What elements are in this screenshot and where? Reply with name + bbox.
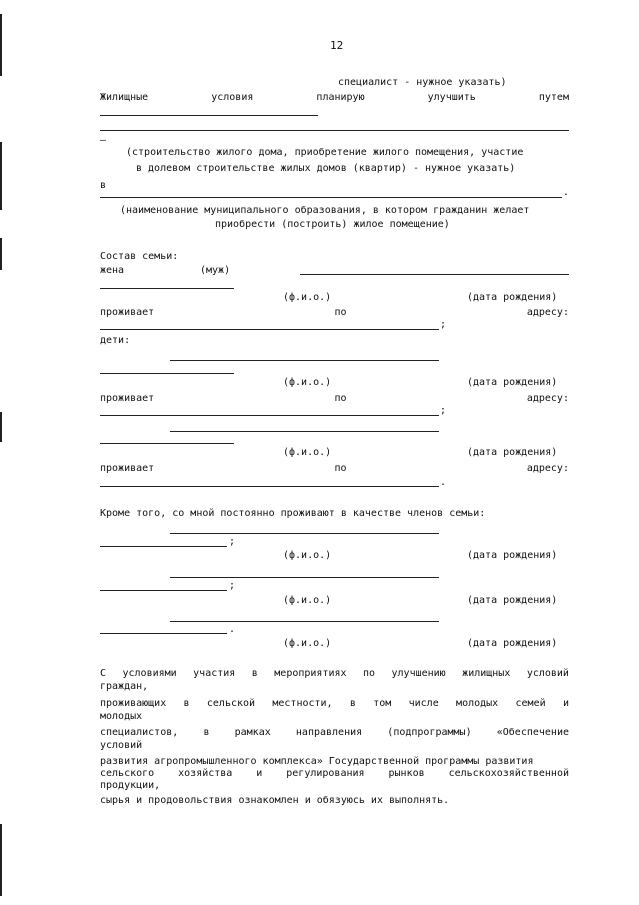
member2-birthdate-caption: (дата рождения) [467, 595, 558, 606]
child1-address-field[interactable] [100, 415, 439, 416]
child1-fio-caption: (ф.и.о.) [283, 377, 332, 388]
margin-binding-mark [0, 412, 2, 442]
child2-birthdate-field[interactable] [100, 443, 234, 444]
member3-birthdate-caption: (дата рождения) [467, 638, 558, 649]
child2-lives-row: проживает по адресу: [100, 463, 569, 474]
child1-lives-row: проживает по адресу: [100, 393, 569, 404]
spouse-birthdate-caption: (дата рождения) [467, 292, 558, 303]
member1-fio-caption: (ф.и.о.) [283, 550, 332, 561]
margin-binding-mark [0, 824, 2, 896]
children-label: дети: [100, 335, 131, 346]
page-number: 12 [330, 39, 344, 52]
conditions-line-5-tail: продукции, [100, 780, 161, 791]
member3-period: . [229, 624, 236, 635]
member1-birthdate-caption: (дата рождения) [467, 550, 558, 561]
member3-name-field[interactable] [170, 621, 439, 622]
spouse-address-field[interactable] [100, 329, 439, 330]
conditions-line-1-tail: граждан, [100, 681, 149, 692]
municipality-period: . [563, 187, 570, 198]
caption-construction-1: (строительство жилого дома, приобретение жилого помещения, участие [126, 147, 524, 158]
conditions-line-3-tail: условий [100, 740, 143, 751]
spouse-name-field[interactable] [300, 274, 569, 275]
margin-binding-mark [0, 238, 2, 270]
member1-name-field[interactable] [170, 533, 439, 534]
member3-fio-caption: (ф.и.о.) [283, 638, 332, 649]
specialist-line: специалист - нужное указать) [338, 77, 507, 88]
spouse-wife-label: жена [100, 265, 125, 276]
member2-semicolon: ; [229, 580, 236, 591]
family-heading: Состав семьи: [100, 251, 179, 262]
member1-semicolon: ; [229, 536, 236, 547]
child2-birthdate-caption: (дата рождения) [467, 447, 558, 458]
municipality-field[interactable] [100, 197, 562, 198]
other-members-text: Кроме того, со мной постоянно проживают в качестве членов семьи: [100, 508, 486, 519]
method-field-continued[interactable] [100, 130, 569, 131]
child1-birthdate-field[interactable] [100, 373, 234, 374]
dash-mark: — [100, 135, 107, 146]
conditions-line-5: сельского хозяйства и регулирования рынков сельскохозяйственной [100, 768, 569, 779]
method-field[interactable] [100, 115, 318, 116]
member1-birthdate-field[interactable] [100, 546, 227, 547]
child1-birthdate-caption: (дата рождения) [467, 377, 558, 388]
conditions-line-3: специалистов, в рамках направления (подпрограммы) «Обеспечение [100, 727, 569, 738]
child1-address-semicolon: ; [440, 405, 447, 416]
conditions-line-6: сырья и продовольствия ознакомлен и обязуюсь их выполнять. [100, 795, 450, 806]
conditions-line-2: проживающих в сельской местности, в том числе молодых семей и [100, 698, 569, 709]
spouse-lives-row: проживает по адресу: [100, 307, 569, 318]
spouse-address-semicolon: ; [440, 319, 447, 330]
child2-address-period: . [440, 477, 447, 488]
child2-address-field[interactable] [100, 486, 439, 487]
conditions-line-4: развития агропромышленного комплекса» Государственной программы развития [100, 756, 534, 767]
caption-municipality-2: приобрести (построить) жилое помещение) [215, 219, 450, 230]
margin-binding-mark [0, 14, 2, 76]
member2-fio-caption: (ф.и.о.) [283, 595, 332, 606]
child2-fio-caption: (ф.и.о.) [283, 447, 332, 458]
member3-birthdate-field[interactable] [100, 633, 227, 634]
caption-municipality-1: (наименование муниципального образования, в котором гражданин желает [120, 205, 530, 216]
spouse-husband-label: (муж) [200, 265, 231, 276]
housing-conditions-row: Жилищные условия планирую улучшить путем [100, 92, 569, 103]
member2-name-field[interactable] [170, 577, 439, 578]
municipality-prefix: в [100, 180, 107, 191]
child1-name-field[interactable] [170, 360, 439, 361]
conditions-line-2-tail: молодых [100, 711, 143, 722]
spouse-fio-caption: (ф.и.о.) [283, 292, 332, 303]
margin-binding-mark [0, 142, 2, 210]
caption-construction-2: в долевом строительстве жилых домов (квартир) - нужное указать) [136, 163, 516, 174]
member2-birthdate-field[interactable] [100, 590, 227, 591]
spouse-birthdate-field[interactable] [100, 288, 234, 289]
conditions-line-1: С условиями участия в мероприятиях по улучшению жилищных условий [100, 668, 569, 679]
child2-name-field[interactable] [170, 431, 439, 432]
